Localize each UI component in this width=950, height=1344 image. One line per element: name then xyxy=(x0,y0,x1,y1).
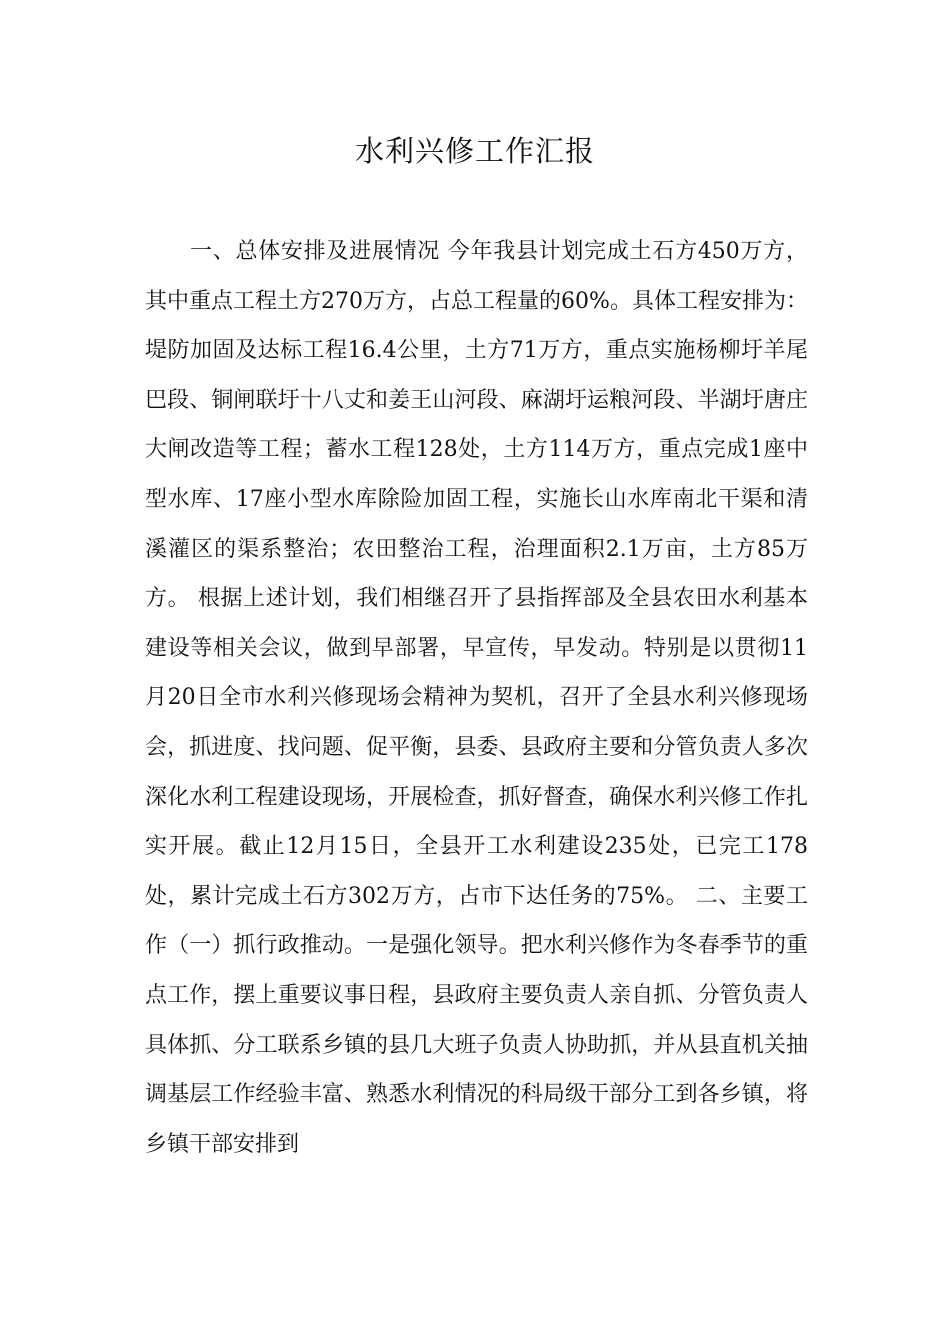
document-body-paragraph: 一、总体安排及进展情况 今年我县计划完成土石方450万方，其中重点工程土方270万方，占总工程量的60%。具体工程安排为：堤防加固及达标工程16.4公里，土方71万方，重点实施杨柳圩羊尾巴段、铜闸联圩十八丈和姜王山河段、麻湖圩运粮河段、半湖圩唐庄大闸改造等工程；蓄水工程128处，土方114万方，重点完成1座中型水库、17座小型水库除险加固工程，实施长山水库南北干渠和清溪灌区的渠系整治；农田整治工程，治理面积2.1万亩，土方85万方。 根据上述计划，我们相继召开了县指挥部及全县农田水利基本建设等相关会议，做到早部署，早宣传，早发动。特别是以贯彻11月20日全市水利兴修现场会精神为契机，召开了全县水利兴修现场会，抓进度、找问题、促平衡，县委、县政府主要和分管负责人多次深化水利工程建设现场，开展检查，抓好督查，确保水利兴修工作扎实开展。截止12月15日，全县开工水利建设235处，已完工178处，累计完成土石方302万方，占市下达任务的75%。 二、主要工作（一）抓行政推动。一是强化领导。把水利兴修作为冬春季节的重点工作，摆上重要议事日程，县政府主要负责人亲自抓、分管负责人具体抓、分工联系乡镇的县几大班子负责人协助抓，并从县直机关抽调基层工作经验丰富、熟悉水利情况的科局级干部分工到各乡镇，将乡镇干部安排到 xyxy=(145,239,808,1157)
document-title: 水利兴修工作汇报 xyxy=(354,134,595,168)
